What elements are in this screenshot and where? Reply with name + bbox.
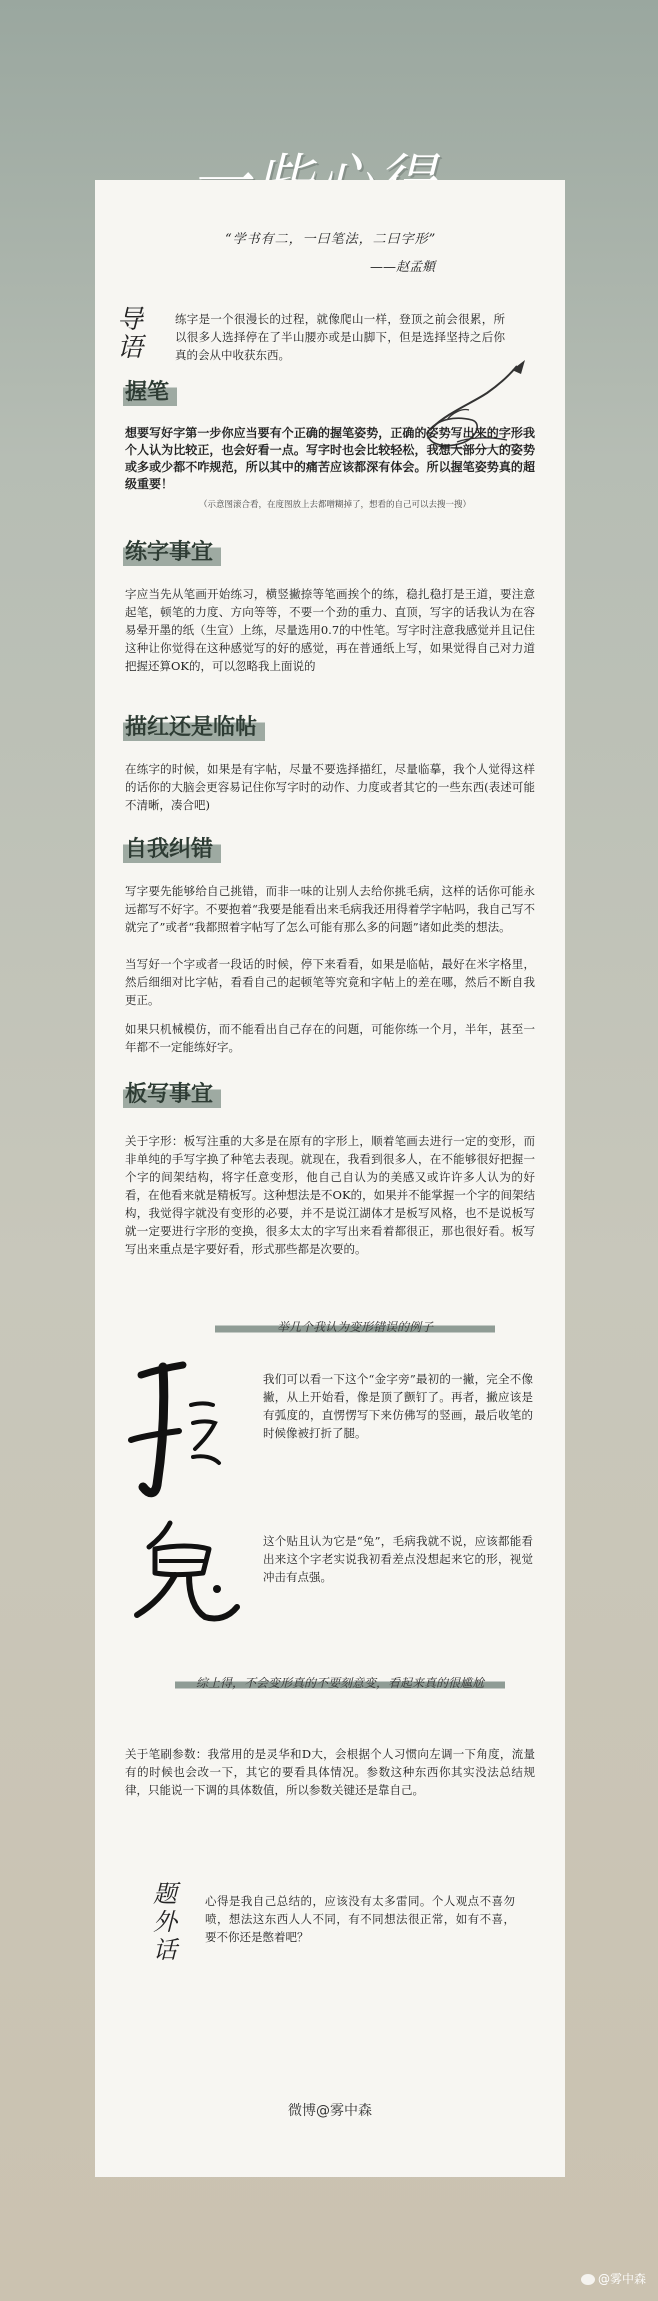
- grip-note: （示意图滚合看，在度图放上去都噌糊掉了，想看的自己可以去搜一搜）: [198, 500, 471, 510]
- selfcorrect-text-1: 写字要先能够给自己挑错，而非一味的让别人去给你挑毛病，这样的话你可能永远都写不好字。不要抱着“我要是能看出来毛病我还用得着学字帖吗，我自己写不就完了”或者“我都照着字帖写了怎么可能有那么多的问题”诸如此类的想法。: [125, 884, 535, 934]
- intro-label: 导语: [117, 305, 144, 363]
- calligraphy-example-1: [121, 1345, 231, 1510]
- extra-label: 题外话: [153, 1880, 177, 1964]
- heading-trace: 描红还是临帖: [123, 710, 265, 741]
- example-1-text: 我们可以看一下这个“金字旁”最初的一撇，完全不像撇，从上开始看，像是顶了颤钉了。再者，撇应该是有弧度的，直愣愣写下来仿佛写的竖画，最后收笔的时候像被打折了腿。: [263, 1372, 533, 1440]
- practice-text: 字应当先从笔画开始练习，横竖撇捺等笔画挨个的练，稳扎稳打是王道，要注意起笔，顿笔的力度、方向等等，不要一个劲的重力、直顶，写字的话我认为在容易晕开墨的纸（生宣）上练，尽量选用0.7的中性笔。写字时注意我感觉并且记住这种让你觉得在这种感觉写的好的感觉，再在普通纸上写，如果觉得自己对力道把握还算OK的，可以忽略我上面说的: [125, 587, 535, 673]
- weibo-signature: 微博@雾中森: [288, 2103, 372, 2119]
- example-2-text: 这个贴且认为它是“兔”，毛病我就不说，应该都能看出来这个字老实说我初看差点没想起来它的形，视觉冲击有点强。: [263, 1534, 533, 1584]
- quote-author: ——赵孟頫: [370, 260, 436, 275]
- grip-text: 想要写好字第一步你应当要有个正确的握笔姿势，正确的姿势写出来的字形我个人认为比较正，也会好看一点。写字时也会比较轻松，我想大部分人的姿势或多或少都不咋规范，所以其中的痛苦应该都深有体会。所以握笔姿势真的超级重要！: [125, 426, 535, 491]
- closing-banner: 综上得，不会变形真的不要刻意变，看起来真的很尴尬: [175, 1674, 505, 1691]
- intro-text: 练字是一个很漫长的过程，就像爬山一样，登顶之前会很累，所以很多人选择停在了半山腰亦或是山脚下，但是选择坚持之后你真的会从中收获东西。: [175, 312, 505, 362]
- heading-practice: 练字事宜: [123, 535, 221, 566]
- selfcorrect-text-2: 当写好一个字或者一段话的时候，停下来看看，如果是临帖，最好在米字格里，然后细细对比字帖，看看自己的起顿笔等究竟和字帖上的差在哪，然后不断自我更正。: [125, 957, 535, 1007]
- extra-text: 心得是我自己总结的，应该没有太多雷同。个人观点不喜勿喷，想法这东西人人不同，有不同想法很正常，如有不喜，要不你还是憋着吧？: [205, 1894, 515, 1944]
- trace-text: 在练字的时候，如果是有字帖，尽量不要选择描红，尽量临摹，我个人觉得这样的话你的大脑会更容易记住你写字时的动作、力度或者其它的一些东西(表述可能不清晰，凑合吧): [125, 762, 535, 812]
- heading-selfcorrect: 自我纠错: [123, 832, 221, 863]
- heading-grip: 握笔: [123, 375, 177, 406]
- heading-board: 板写事宜: [123, 1077, 221, 1108]
- watermark-text: @雾中森: [597, 2272, 646, 2286]
- examples-banner: 举几个我认为变形错误的例子: [215, 1318, 495, 1335]
- content-card: [95, 180, 565, 2177]
- brush-settings-text: 关于笔刷参数：我常用的是灵华和D大，会根据个人习惯向左调一下角度，流量有的时候也会改一下，其它的要看具体情况。参数这种东西你其实没法总结规律，只能说一下调的具体数值，所以参数关键还是靠自己。: [125, 1747, 535, 1797]
- board-text: 关于字形：板写注重的大多是在原有的字形上，顺着笔画去进行一定的变形，而非单纯的手写字换了种笔去表现。就现在，我看到很多人，在不能够很好把握一个字的间架结构，将字任意变形，他自己自认为的美感又或许许多人认为的好看，在他看来就是精板写。这种想法是不OK的，如果并不能掌握一个字的间架结构，我觉得字就没有变形的必要，并不是说江湖体才是板写风格，也不是说板写就一定要进行字形的变换，很多太太的字写出来看着都很正，那也很好看。板写写出来重点是字要好看，形式那些都是次要的。: [125, 1134, 535, 1256]
- watermark: [581, 2270, 646, 2287]
- opening-quote: “学书有二，一曰笔法，二曰字形”: [225, 232, 437, 247]
- calligraphy-example-2: [125, 1513, 245, 1628]
- weibo-icon: [581, 2274, 595, 2285]
- selfcorrect-text-3: 如果只机械模仿，而不能看出自己存在的问题，可能你练一个月，半年，甚至一年都不一定能练好字。: [125, 1022, 535, 1054]
